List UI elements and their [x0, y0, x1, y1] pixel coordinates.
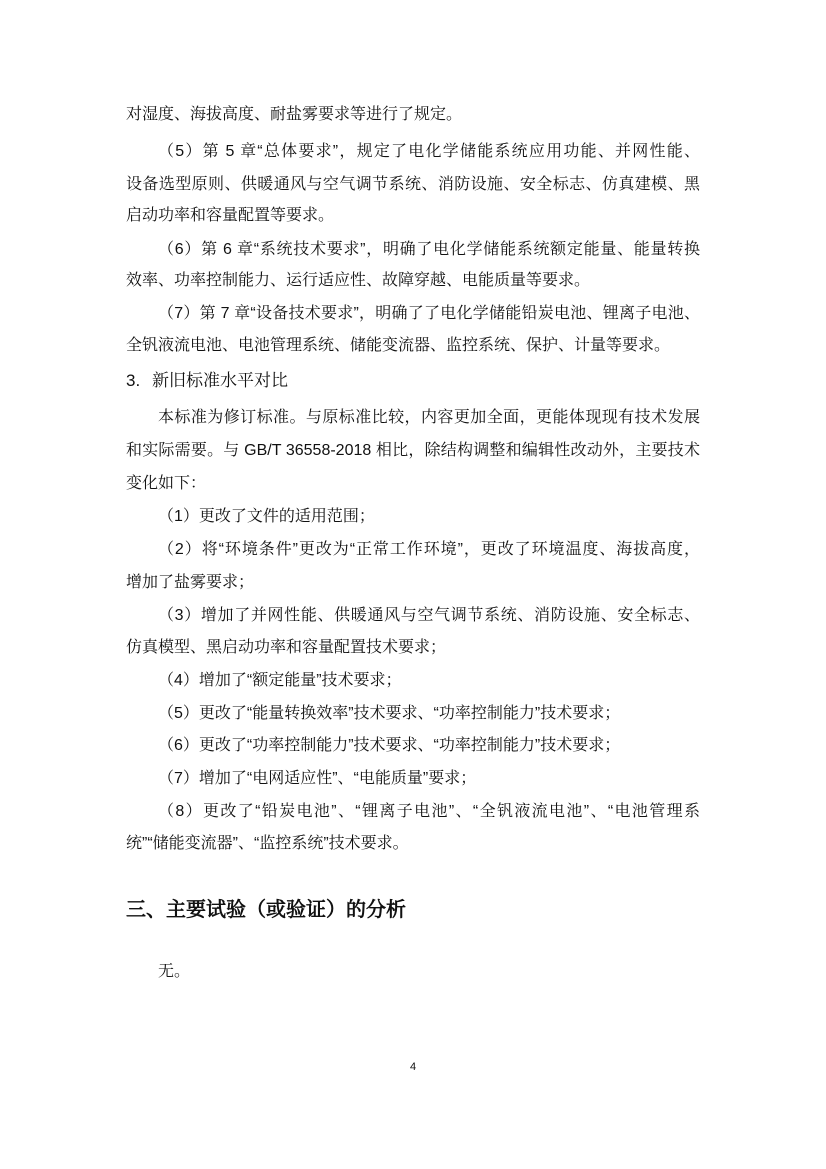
change-item-continuation: 仿真模型、黑启动功率和容量配置技术要求； [126, 639, 447, 656]
change-item: （3）增加了并网性能、供暖通风与空气调节系统、消防设施、安全标志、 [158, 607, 700, 624]
paragraph-line: 效率、功率控制能力、运行适应性、故障穿越、电能质量等要求。 [126, 272, 591, 289]
chapter-heading: 三、主要试验（或验证）的分析 [126, 899, 406, 921]
change-item: （2）将“环境条件”更改为“正常工作环境”，更改了环境温度、海拔高度， [158, 541, 700, 558]
paragraph-line: 变化如下： [126, 475, 207, 492]
chapter-body: 无。 [158, 963, 191, 980]
change-item: （7）增加了“电网适应性”、“电能质量”要求； [158, 770, 477, 787]
paragraph-line: （7）第 7 章“设备技术要求”，明确了了电化学储能铅炭电池、锂离子电池、 [158, 305, 700, 322]
page-number: 4 [409, 1061, 417, 1073]
change-item: （6）更改了“功率控制能力”技术要求、“功率控制能力”技术要求； [158, 737, 621, 754]
paragraph-line: 对湿度、海拔高度、耐盐雾要求等进行了规定。 [126, 106, 463, 123]
change-item: （4）增加了“额定能量”技术要求； [158, 672, 402, 689]
paragraph-line: 本标准为修订标准。与原标准比较，内容更加全面，更能体现现有技术发展 [158, 409, 700, 426]
section-number: 3. [126, 371, 141, 390]
change-item-continuation: 增加了盐雾要求； [126, 574, 255, 591]
change-item: （8）更改了“铅炭电池”、“锂离子电池”、“全钒液流电池”、“电池管理系 [158, 803, 700, 820]
paragraph-line: （6）第 6 章“系统技术要求”，明确了电化学储能系统额定能量、能量转换 [158, 241, 700, 258]
change-item: （1）更改了文件的适用范围； [158, 508, 375, 525]
paragraph-line: 启动功率和容量配置等要求。 [126, 207, 335, 224]
section-title: 新旧标准水平对比 [152, 371, 288, 390]
change-item: （5）更改了“能量转换效率”技术要求、“功率控制能力”技术要求； [158, 705, 621, 722]
change-item-continuation: 统”“储能变流器”、“监控系统”技术要求。 [126, 835, 409, 852]
paragraph-line: 和实际需要。与 GB/T 36558-2018 相比，除结构调整和编辑性改动外，主要技术 [126, 442, 700, 459]
paragraph-line: （5）第 5 章“总体要求”，规定了电化学储能系统应用功能、并网性能、 [158, 143, 700, 160]
paragraph-line: 设备选型原则、供暖通风与空气调节系统、消防设施、安全标志、仿真建模、黑 [126, 176, 700, 193]
paragraph-line: 全钒液流电池、电池管理系统、储能变流器、监控系统、保护、计量等要求。 [126, 337, 671, 354]
section-heading [126, 370, 288, 392]
